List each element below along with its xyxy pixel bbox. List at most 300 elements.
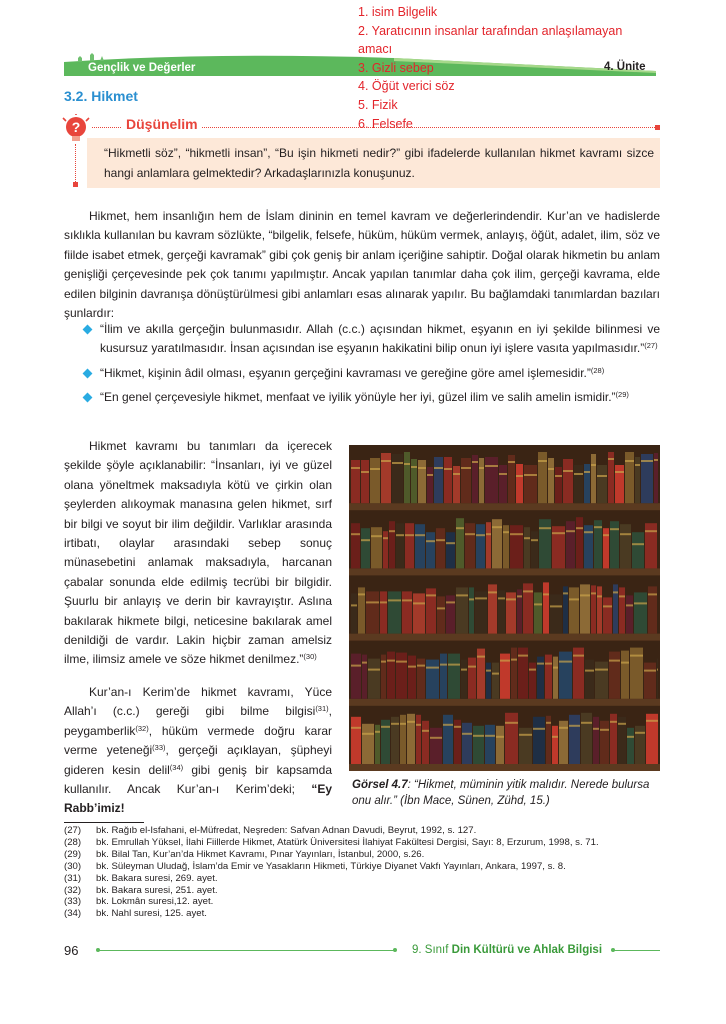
book-spine: [415, 524, 425, 568]
book-spine: [418, 460, 426, 503]
annotation-item: 5. Fizik: [358, 97, 398, 112]
book-gilt-band: [593, 728, 599, 730]
book-gilt-band: [537, 663, 544, 665]
book-gilt-band: [584, 531, 593, 533]
footnote-number: (33): [64, 896, 82, 908]
book-gilt-band: [375, 731, 380, 733]
book-spine: [498, 590, 505, 633]
book-gilt-band: [553, 667, 558, 669]
book-gilt-band: [519, 734, 532, 736]
book-gilt-band: [613, 591, 618, 593]
book-spine: [552, 726, 558, 764]
book-spine: [545, 655, 552, 699]
book-spine: [597, 465, 607, 503]
paragraph-text: Hikmet kavramı bu tanımları da içerecek şekilde şöyle açıklanabilir: “İnsanları, iyi ve güzel olana yöneltmek maksadıyla kötü ve çirkin olan şeylerden alıkoymak manasına gelen hikmet, sırf bir bilgi ve soyut bir ilim değildir. Varlıklar arasında irtibatı, olaylar arasındaki sebep sonuç münasebetini anlamak maksadıyla, harcanan çabalar sonunda elde edilmiş tecrübi bir bilgidir. Şuurlu bir anlayış ve derin bir kavrayıştır. Aslına bakılarak hikmete bilgi, neticesine bakılarak amel denildiği de vardır. Lakin hiçbir zaman amelsiz ilme, ilimsiz amele ve söze hikmet denilmez.”: [64, 439, 332, 667]
book-spine: [351, 717, 361, 764]
paragraph-text: gibi geniş bir kapsamda kullanılır. Ancak Kur’an-ı Kerim’deki;: [64, 762, 333, 796]
book-spine: [627, 728, 634, 764]
footnote: [64, 849, 664, 861]
book-spine: [426, 532, 435, 568]
list-item: [80, 320, 660, 359]
book-spine: [422, 721, 429, 764]
book-gilt-band: [434, 467, 443, 469]
footer-line: [613, 950, 660, 951]
book-spine: [351, 593, 357, 633]
book-gilt-band: [574, 473, 583, 475]
svg-text:?: ?: [71, 119, 81, 135]
book-spine: [619, 587, 625, 633]
book-gilt-band: [453, 473, 460, 475]
book-gilt-band: [477, 656, 485, 658]
book-spine: [597, 586, 602, 633]
think-box-title: Düşünelim: [122, 116, 202, 132]
book-spine: [600, 721, 609, 764]
definition-text: “En genel çerçevesiyle hikmet, menfaat ve iyilik yönüyle her iyi, güzel ilim ve salih amelin ismidir.”: [100, 390, 616, 405]
footnote-number: (28): [64, 836, 82, 848]
book-gilt-band: [534, 603, 542, 605]
footnote: [64, 908, 664, 920]
book-gilt-band: [469, 598, 474, 600]
book-spine: [580, 584, 590, 633]
book-gilt-band: [461, 467, 471, 469]
book-spine: [427, 467, 433, 503]
book-spine: [595, 662, 608, 699]
book-spine: [400, 715, 406, 764]
book-gilt-band: [511, 659, 517, 661]
book-spine: [574, 465, 583, 503]
book-gilt-band: [418, 467, 426, 469]
footnote-text: bk. Emrullah Yüksel, İlahi Fiillerde Hikmet, Atatürk Üniversitesi İlahiyat Fakültesi Dergisi, Sayı: 8, Erzurum, 1998, s. 71.: [96, 836, 599, 848]
footnote-number: (32): [64, 884, 82, 896]
footnotes: [64, 825, 664, 920]
book-gilt-band: [416, 724, 421, 726]
footnote-number: (30): [64, 860, 82, 872]
book-spine: [436, 528, 445, 568]
book-spine: [524, 527, 530, 568]
book-gilt-band: [635, 464, 640, 466]
book-gilt-band: [462, 733, 472, 735]
book-gilt-band: [391, 723, 399, 725]
book-spine: [351, 654, 361, 699]
book-gilt-band: [387, 660, 395, 662]
book-gilt-band: [361, 471, 369, 473]
book-gilt-band: [400, 723, 406, 725]
paragraph-text: , gerçeği açıklayan, şüpheyi gideren kesin delil: [64, 743, 332, 777]
book-spine: [368, 659, 380, 699]
footnote: [64, 885, 664, 897]
footnote: [64, 896, 664, 908]
book-gilt-band: [559, 727, 568, 729]
book-spine: [411, 459, 417, 503]
book-spine: [430, 728, 442, 764]
book-gilt-band: [402, 599, 412, 601]
book-spine: [375, 725, 380, 764]
annotation-item: 4. Öğüt verici söz: [358, 79, 455, 94]
book-gilt-band: [486, 670, 491, 672]
book-spine: [519, 728, 532, 764]
book-spine: [446, 532, 455, 568]
book-spine: [361, 528, 370, 568]
footnote: [64, 825, 664, 837]
book-gilt-band: [610, 721, 617, 723]
book-gilt-band: [362, 733, 374, 735]
book-spine: [634, 592, 647, 633]
book-gilt-band: [456, 527, 464, 529]
book-spine: [362, 724, 374, 764]
book-spine: [413, 593, 425, 633]
book-spine: [539, 519, 551, 568]
book-spine: [553, 657, 558, 699]
annotation-item: 2. Yaratıcının insanlar tarafından anlaşılamayan amacı: [358, 23, 623, 57]
book-gilt-band: [351, 665, 361, 667]
footnote: [64, 837, 664, 849]
book-gilt-band: [461, 669, 467, 671]
footer-book-title: [412, 944, 602, 956]
book-gilt-band: [468, 666, 476, 668]
book-spine: [644, 663, 656, 699]
book-spine: [380, 591, 387, 633]
book-gilt-band: [362, 662, 367, 664]
book-gilt-band: [644, 670, 656, 672]
book-gilt-band: [569, 725, 580, 727]
book-spine: [396, 523, 404, 568]
book-gilt-band: [430, 737, 442, 739]
footnote-text: bk. Nahl suresi, 125. ayet.: [96, 908, 207, 920]
book-gilt-band: [443, 724, 453, 726]
book-gilt-band: [529, 669, 536, 671]
book-gilt-band: [381, 661, 386, 663]
book-gilt-band: [608, 458, 614, 460]
book-gilt-band: [654, 459, 658, 461]
book-spine: [456, 587, 468, 633]
handwritten-annotation-list: [358, 3, 658, 133]
book-spine: [620, 524, 631, 568]
book-gilt-band: [619, 595, 625, 597]
book-spine: [566, 521, 575, 568]
book-spine: [576, 517, 583, 568]
caption-text: : “Hikmet, müminin yitik malıdır. Nerede bulursa onu alır.” (İbn Mace, Sünen, Zühd, 15.): [352, 779, 650, 807]
book-spine: [351, 523, 360, 568]
book-spine: [408, 656, 416, 699]
footnote-text: bk. Bakara suresi, 269. ayet.: [96, 872, 218, 884]
figure-caption: [352, 778, 660, 809]
book-gilt-band: [371, 535, 382, 537]
book-gilt-band: [448, 664, 460, 666]
diamond-bullet-icon: [83, 368, 93, 378]
book-gilt-band: [444, 468, 452, 470]
book-gilt-band: [584, 471, 590, 473]
shelf-board: [349, 699, 660, 706]
book-gilt-band: [426, 667, 439, 669]
book-gilt-band: [591, 592, 596, 594]
annotation-item: 1. isim Bilgelik: [358, 5, 438, 19]
list-item: [80, 388, 660, 407]
book-gilt-band: [396, 661, 407, 663]
book-gilt-band: [456, 594, 468, 596]
book-spine: [591, 454, 596, 503]
paragraph-text: , peygamberlik: [64, 704, 332, 738]
book-spine: [621, 651, 629, 699]
book-gilt-band: [417, 665, 425, 667]
book-gilt-band: [600, 729, 609, 731]
book-gilt-band: [503, 531, 509, 533]
book-gilt-band: [366, 601, 379, 603]
book-gilt-band: [566, 530, 575, 532]
footnote-number: (27): [64, 825, 82, 836]
book-spine: [510, 525, 523, 568]
think-box-text: “Hikmetli söz”, “hikmetli insan”, “Bu işin hikmeti nedir?” gibi ifadelerde kullanılan hikmet kavramı sizce hangi anlamlara gelmektedir? Arkadaşlarınızla konuşunuz.: [104, 146, 654, 180]
book-gilt-band: [485, 735, 495, 737]
book-spine: [416, 715, 421, 764]
footer-line: [98, 950, 394, 951]
think-box-dotted-line: [75, 144, 76, 184]
book-gilt-band: [627, 736, 634, 738]
book-spine: [635, 457, 640, 503]
book-spine: [473, 726, 484, 764]
shelf-board: [349, 764, 660, 771]
diamond-bullet-icon: [83, 393, 93, 403]
book-gilt-band: [524, 474, 537, 476]
book-gilt-band: [518, 655, 528, 657]
book-gilt-band: [506, 598, 516, 600]
book-gilt-band: [523, 590, 533, 592]
book-spine: [486, 663, 491, 699]
book-gilt-band: [621, 662, 629, 664]
book-spine: [516, 464, 523, 503]
book-gilt-band: [610, 528, 619, 530]
book-gilt-band: [411, 466, 417, 468]
book-spine: [531, 531, 538, 568]
book-spine: [361, 460, 369, 503]
book-gilt-band: [559, 661, 572, 663]
book-gilt-band: [634, 602, 647, 604]
footnote-ref: (32): [135, 723, 149, 733]
book-gilt-band: [465, 533, 475, 535]
book-spine: [625, 452, 634, 503]
book-gilt-band: [396, 534, 404, 536]
book-spine: [534, 592, 542, 633]
book-gilt-band: [517, 595, 522, 597]
footnote-ref: (30): [303, 652, 317, 662]
book-spine: [440, 654, 447, 699]
shelf-board: [349, 568, 660, 575]
footer-grade: 9. Sınıf: [412, 944, 452, 956]
section-title: 3.2. Hikmet: [64, 88, 138, 104]
footnote-rule: [64, 822, 144, 823]
book-spine: [635, 726, 645, 764]
book-spine: [548, 458, 554, 503]
book-spine: [609, 652, 620, 699]
book-gilt-band: [576, 527, 583, 529]
diamond-bullet-icon: [83, 325, 93, 335]
book-gilt-band: [615, 471, 624, 473]
book-gilt-band: [488, 591, 497, 593]
book-gilt-band: [625, 460, 634, 462]
think-box-marker: [73, 182, 78, 187]
book-gilt-band: [603, 605, 612, 607]
book-gilt-band: [351, 727, 361, 729]
list-item: [80, 364, 660, 383]
book-spine: [469, 587, 474, 633]
book-spine: [496, 726, 504, 764]
book-gilt-band: [381, 460, 391, 462]
book-spine: [585, 660, 594, 699]
book-gilt-band: [543, 593, 549, 595]
book-spine: [593, 717, 599, 764]
book-spine: [645, 523, 657, 568]
book-gilt-band: [632, 543, 644, 545]
annotation-item: 6. Felsefe: [358, 116, 413, 131]
book-gilt-band: [454, 726, 461, 728]
footnote-ref: (31): [315, 704, 329, 714]
book-spine: [387, 652, 395, 699]
book-gilt-band: [563, 592, 568, 594]
book-spine: [444, 457, 452, 503]
book-spine: [485, 457, 498, 503]
paragraph: [64, 437, 332, 670]
book-gilt-band: [405, 534, 414, 536]
book-spine: [456, 518, 464, 568]
figure-label: Görsel 4.7: [352, 779, 408, 791]
book-gilt-band: [635, 732, 645, 734]
book-gilt-band: [446, 601, 455, 603]
book-gilt-band: [413, 602, 425, 604]
book-spine: [543, 582, 549, 633]
footnote: [64, 873, 664, 885]
book-gilt-band: [569, 598, 579, 600]
book-gilt-band: [563, 470, 573, 472]
book-gilt-band: [407, 721, 415, 723]
footnote-text: bk. Bakara suresi, 251. ayet.: [96, 884, 218, 896]
book-spine: [366, 591, 379, 633]
book-gilt-band: [368, 669, 380, 671]
book-spine: [371, 527, 382, 568]
definition-text: “Hikmet, kişinin âdil olması, eşyanın gerçeğini kavraması ve gereğine göre amel işlemesidir.”: [100, 365, 591, 380]
footer-title-text: Din Kültürü ve Ahlak Bilgisi: [451, 944, 603, 956]
book-spine: [555, 467, 562, 503]
book-gilt-band: [573, 655, 584, 657]
footnote-ref: (27): [644, 341, 658, 351]
book-gilt-band: [550, 605, 562, 607]
footer-dot: [393, 948, 397, 952]
book-gilt-band: [473, 735, 484, 737]
book-gilt-band: [492, 526, 502, 528]
book-gilt-band: [545, 663, 552, 665]
book-gilt-band: [508, 461, 515, 463]
book-gilt-band: [548, 468, 554, 470]
book-spine: [632, 532, 644, 568]
book-gilt-band: [498, 597, 505, 599]
question-bulb-icon: [60, 114, 92, 144]
footnote-text: bk. Bilal Tan, Kur’an’da Hikmet Kavramı, Pınar Yayınları, İstanbul, 2000, s.26.: [96, 848, 425, 860]
book-gilt-band: [351, 533, 360, 535]
book-spine: [453, 466, 460, 503]
book-gilt-band: [591, 464, 596, 466]
book-gilt-band: [380, 601, 387, 603]
paragraph-text: Kur’an-ı Kerim’de hikmet kavramı, Yüce Allah’ı (c.c.) gereği gibi bilme bilgisi: [64, 684, 332, 719]
book-gilt-band: [415, 534, 425, 536]
paragraph: [64, 683, 332, 819]
book-gilt-band: [422, 730, 429, 732]
book-gilt-band: [648, 593, 657, 595]
book-gilt-band: [500, 660, 510, 662]
book-gilt-band: [388, 599, 401, 601]
book-spine: [434, 457, 443, 503]
footnote-text: bk. Lokmân suresi,12. ayet.: [96, 896, 214, 908]
book-gilt-band: [645, 530, 657, 532]
annotation-item: 3. Gizli sebep: [358, 60, 434, 75]
book-spine: [461, 660, 467, 699]
paragraph-text: , hüküm vermede doğru karar verme yeteneği: [64, 723, 332, 758]
book-gilt-band: [408, 666, 416, 668]
book-spine: [626, 595, 633, 633]
book-gilt-band: [426, 540, 435, 542]
book-gilt-band: [389, 530, 395, 532]
book-gilt-band: [381, 726, 390, 728]
book-spine: [581, 713, 592, 764]
footnote-ref: (34): [169, 762, 184, 772]
book-gilt-band: [630, 655, 643, 657]
book-spine: [426, 660, 439, 699]
book-spine: [538, 452, 547, 503]
book-gilt-band: [496, 736, 504, 738]
book-gilt-band: [581, 722, 592, 724]
book-gilt-band: [446, 542, 455, 544]
book-spine: [476, 524, 485, 568]
book-gilt-band: [486, 533, 491, 535]
book-gilt-band: [427, 474, 433, 476]
book-gilt-band: [476, 534, 485, 536]
book-gilt-band: [485, 465, 498, 467]
book-spine: [446, 595, 455, 633]
book-spine: [486, 522, 491, 568]
book-gilt-band: [524, 537, 530, 539]
definition-list: [80, 320, 660, 413]
unit-label: 4. Ünite: [604, 61, 646, 73]
book-gilt-band: [533, 728, 545, 730]
book-spine: [443, 715, 453, 764]
book-spine: [584, 464, 590, 503]
bookshelf-image: [349, 445, 660, 771]
book-gilt-band: [531, 539, 538, 541]
book-spine: [533, 717, 545, 764]
book-gilt-band: [492, 673, 499, 675]
book-spine: [370, 458, 380, 503]
book-spine: [569, 715, 580, 764]
book-gilt-band: [370, 468, 380, 470]
book-gilt-band: [609, 660, 620, 662]
footnote: [64, 861, 664, 873]
book-gilt-band: [426, 594, 436, 596]
book-gilt-band: [646, 720, 658, 722]
shelf-board: [349, 503, 660, 510]
book-gilt-band: [404, 463, 410, 465]
book-spine: [402, 591, 412, 633]
book-gilt-band: [555, 475, 562, 477]
book-gilt-band: [546, 722, 551, 724]
book-spine: [468, 658, 476, 699]
intro-paragraph: Hikmet, hem insanlığın hem de İslam dininin en temel kavram ve değerlerindendir. Kur’an ve hadislerde sıklıkla kullanılan bu kavram sözlükte, “bilgelik, felsefe, hüküm, hüküm vermek, anlayış, öğüt, adalet, ilim, söz ve fiilde isabet etmek, gerçeği kavramak” gibi çok geniş bir anlam içeriğine sahiptir. Doğal olarak hikmetin bu anlam genişliği çerçevesinde pek çok tanımı yapılmıştır. Ancak yapılan tanımlar daha çok ilim, gerçeği kavrama, elde edilen bilginin davranışa dönüştürülmesi gibi anlamları esas alınarak yapılır. Bu bağlamdaki tanımlardan bazıları şunlardır:: [64, 209, 660, 321]
book-gilt-band: [436, 539, 445, 541]
book-gilt-band: [594, 526, 602, 528]
book-gilt-band: [657, 669, 658, 671]
book-gilt-band: [595, 669, 608, 671]
book-spine: [461, 458, 471, 503]
book-spine: [351, 460, 360, 503]
book-gilt-band: [539, 527, 551, 529]
book-gilt-band: [479, 467, 484, 469]
book-spine: [569, 587, 579, 633]
